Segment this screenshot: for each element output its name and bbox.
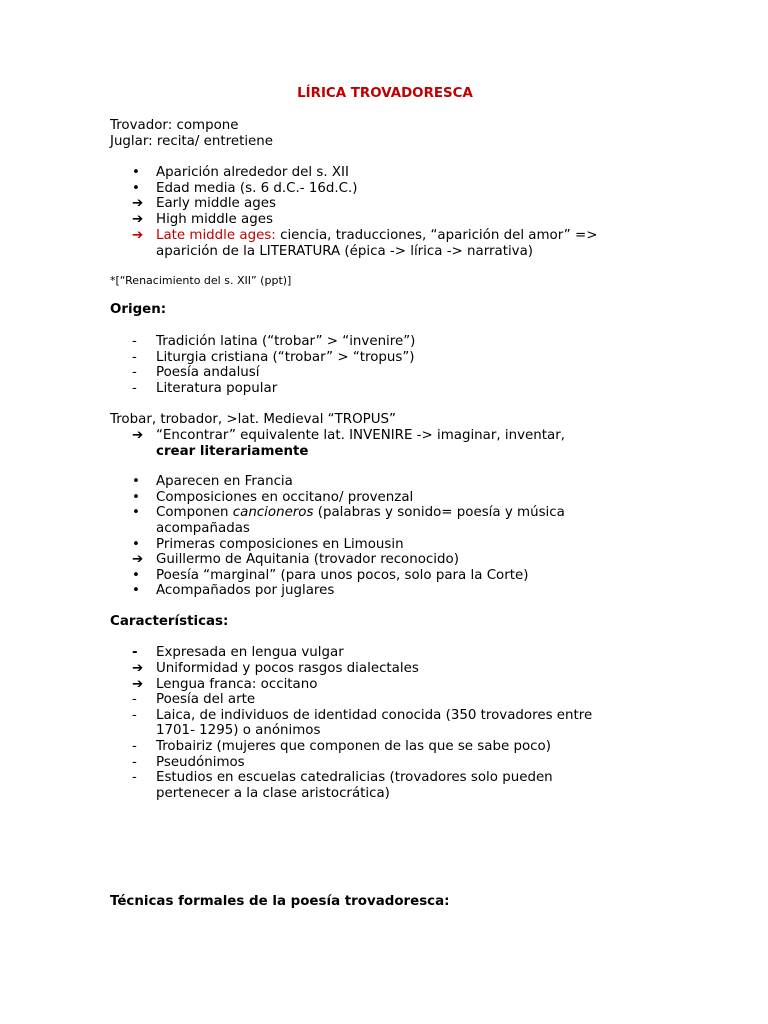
list-item-text: Liturgia cristiana (“trobar” > “tropus”) <box>156 350 415 365</box>
intro-line-trovador: Trovador: compone <box>110 118 239 133</box>
list-item-text: 1701- 1295) o anónimos <box>156 723 321 738</box>
list-item-text: Uniformidad y pocos rasgos dialectales <box>156 661 419 676</box>
list-item-text: Tradición latina (“trobar” > “invenire”) <box>156 334 416 349</box>
bullet-marker: • <box>132 474 140 489</box>
list-item-text: ciencia, traducciones, “aparición del amor” => <box>275 228 598 243</box>
list-item-text: Componen <box>156 505 233 520</box>
dash-marker: - <box>132 708 137 723</box>
list-item-text: Laica, de individuos de identidad conocida (350 trovadores entre <box>156 708 593 723</box>
italic-text: cancioneros <box>232 505 314 520</box>
list-item-text: “Encontrar” equivalente lat. INVENIRE -> imaginar, inventar, <box>156 428 565 443</box>
list-item-text: Literatura popular <box>156 381 278 396</box>
bullet-marker: • <box>132 505 140 520</box>
list-item-text: Pseudónimos <box>156 755 245 770</box>
trobar-line: Trobar, trobador, >lat. Medieval “TROPUS” <box>110 412 396 427</box>
dash-marker: - <box>132 692 137 707</box>
list-item-text: Estudios en escuelas catedralicias (trovadores solo pueden <box>156 770 553 785</box>
list-item-text: Composiciones en occitano/ provenzal <box>156 490 414 505</box>
list-item-text: acompañadas <box>156 521 250 536</box>
bullet-marker: • <box>132 165 140 180</box>
bullet-marker: • <box>132 583 140 598</box>
bold-text: crear literariamente <box>156 444 309 459</box>
dash-marker: - <box>132 770 137 785</box>
dash-marker: - <box>132 739 137 754</box>
section-heading-origen: Origen: <box>110 302 167 317</box>
arrow-icon: ➔ <box>132 428 144 443</box>
list-item-text: Primeras composiciones en Limousin <box>156 537 404 552</box>
list-item-text: Lengua franca: occitano <box>156 677 318 692</box>
bullet-marker: • <box>132 490 140 505</box>
arrow-icon: ➔ <box>132 677 144 692</box>
list-item-text: Early middle ages <box>156 196 276 211</box>
ppt-note: *[“Renacimiento del s. XII” (ppt)] <box>110 274 292 287</box>
arrow-icon: ➔ <box>132 228 144 243</box>
highlight-text: Late middle ages: <box>156 228 276 243</box>
list-item-text: Poesía del arte <box>156 692 256 707</box>
list-item-text: Poesía “marginal” (para unos pocos, solo para la Corte) <box>156 568 529 583</box>
document-title: LÍRICA TROVADORESCA <box>297 86 473 101</box>
intro-line-juglar: Juglar: recita/ entretiene <box>110 134 274 149</box>
bullet-marker: • <box>132 181 140 196</box>
arrow-icon: ➔ <box>132 196 144 211</box>
arrow-icon: ➔ <box>132 661 144 676</box>
section-heading-tecnicas: Técnicas formales de la poesía trovadoresca: <box>110 894 450 909</box>
list-item-text: Guillermo de Aquitania (trovador reconocido) <box>156 552 459 567</box>
list-item-text: pertenecer a la clase aristocrática) <box>156 786 390 801</box>
list-item-text: (palabras y sonido= poesía y música <box>313 505 565 520</box>
section-heading-caracteristicas: Características: <box>110 614 229 629</box>
list-item-text: Edad media (s. 6 d.C.- 16d.C.) <box>156 181 358 196</box>
dash-marker: - <box>132 755 137 770</box>
list-item-text: Poesía andalusí <box>156 365 260 380</box>
arrow-icon: ➔ <box>132 552 144 567</box>
list-item-text: Acompañados por juglares <box>156 583 335 598</box>
bullet-marker: • <box>132 537 140 552</box>
list-item-text: aparición de la LITERATURA (épica -> lírica -> narrativa) <box>156 244 534 259</box>
bullet-marker: • <box>132 568 140 583</box>
arrow-icon: ➔ <box>132 212 144 227</box>
list-item-text: High middle ages <box>156 212 273 227</box>
list-item-text: Trobairiz (mujeres que componen de las que se sabe poco) <box>156 739 551 754</box>
list-item-text: Aparecen en Francia <box>156 474 293 489</box>
list-item-text: Aparición alrededor del s. XII <box>156 165 349 180</box>
list-item-text: Expresada en lengua vulgar <box>156 645 344 660</box>
dash-marker: - <box>132 645 138 660</box>
